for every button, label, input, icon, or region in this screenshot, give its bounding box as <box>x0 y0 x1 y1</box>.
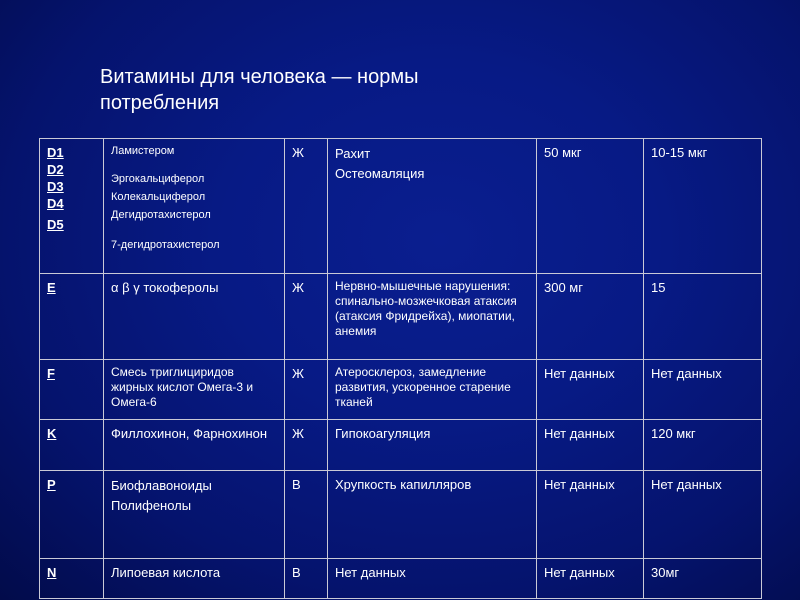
vitamin-code[interactable]: F <box>47 366 55 381</box>
vitamin-code-cell <box>40 139 104 274</box>
deficiency-text: Гипокоагуляция <box>335 426 431 441</box>
solubility-cell <box>285 471 328 559</box>
solubility: Ж <box>292 280 305 295</box>
vitamin-code-cell <box>40 420 104 471</box>
table-row <box>40 139 762 274</box>
vitamin-code[interactable]: D3 <box>47 179 64 194</box>
solubility-cell <box>285 360 328 420</box>
vitamin-name: 7-дегидротахистерол <box>111 239 220 251</box>
norm2: 10-15 мкг <box>651 145 708 160</box>
norm2-cell <box>644 360 762 420</box>
deficiency-text: Остеомаляция <box>335 166 425 181</box>
solubility-cell <box>285 559 328 599</box>
deficiency-text: Атеросклероз, замедление развития, ускоренное старение тканей <box>335 365 511 409</box>
norm2: 15 <box>651 280 666 295</box>
vitamin-name: Дегидротахистерол <box>111 209 211 221</box>
vitamin-code[interactable]: N <box>47 565 57 580</box>
vitamin-code-cell <box>40 360 104 420</box>
vitamin-name: Филлохинон, Фарнохинон <box>111 426 268 441</box>
norm2: Нет данных <box>651 366 722 381</box>
solubility: В <box>292 477 301 492</box>
norm2: 120 мкг <box>651 426 696 441</box>
vitamin-names-cell <box>104 274 285 360</box>
vitamins-table <box>39 138 762 599</box>
norm1-cell <box>537 274 644 360</box>
table-row <box>40 420 762 471</box>
deficiency-text: Нет данных <box>335 565 406 580</box>
solubility-cell <box>285 274 328 360</box>
solubility: В <box>292 565 301 580</box>
vitamin-names-cell <box>104 559 285 599</box>
vitamin-names-cell <box>104 360 285 420</box>
deficiency-text: Хрупкость капилляров <box>335 477 472 492</box>
vitamin-name: Липоевая кислота <box>111 565 221 580</box>
norm2-cell <box>644 274 762 360</box>
vitamin-names-cell <box>104 471 285 559</box>
solubility: Ж <box>292 145 305 160</box>
solubility-cell <box>285 420 328 471</box>
norm1: Нет данных <box>544 477 615 492</box>
deficiency-cell <box>328 471 537 559</box>
norm2-cell <box>644 420 762 471</box>
vitamin-name: Колекальциферол <box>111 191 206 203</box>
table-row <box>40 360 762 420</box>
solubility-cell <box>285 139 328 274</box>
vitamin-code[interactable]: D4 <box>47 196 64 211</box>
vitamin-code[interactable]: D1 <box>47 145 64 160</box>
vitamin-name: Смесь триглициридов жирных кислот Омега-3 и Омега-6 <box>111 365 254 409</box>
vitamin-name: Полифенолы <box>111 498 192 513</box>
vitamin-code[interactable]: K <box>47 426 57 441</box>
vitamin-names-cell <box>104 139 285 274</box>
slide-title: Витамины для человека — нормы потребления <box>100 66 419 114</box>
vitamin-name: α β γ токоферолы <box>111 280 219 295</box>
deficiency-cell <box>328 274 537 360</box>
vitamin-names-cell <box>104 420 285 471</box>
vitamin-name: Ламистером <box>111 145 175 157</box>
vitamin-code-cell <box>40 559 104 599</box>
solubility: Ж <box>292 426 305 441</box>
norm1: Нет данных <box>544 366 615 381</box>
deficiency-cell <box>328 360 537 420</box>
deficiency-cell <box>328 559 537 599</box>
vitamin-code[interactable]: E <box>47 280 56 295</box>
vitamin-code[interactable]: P <box>47 477 56 492</box>
vitamin-code[interactable]: D5 <box>47 217 64 232</box>
norm1: Нет данных <box>544 426 615 441</box>
deficiency-cell <box>328 139 537 274</box>
deficiency-text: Нервно-мышечные нарушения: спинально-мозжечковая атаксия (атаксия Фридрейха), миопатии, анемия <box>335 279 517 338</box>
norm2-cell <box>644 559 762 599</box>
norm1-cell <box>537 471 644 559</box>
norm2: Нет данных <box>651 477 722 492</box>
norm1-cell <box>537 139 644 274</box>
vitamin-code-cell <box>40 274 104 360</box>
norm1: 50 мкг <box>544 145 582 160</box>
norm1: 300 мг <box>544 280 583 295</box>
deficiency-text: Рахит <box>335 146 371 161</box>
table-row <box>40 559 762 599</box>
vitamin-code-cell <box>40 471 104 559</box>
norm1-cell <box>537 559 644 599</box>
solubility: Ж <box>292 366 305 381</box>
norm1-cell <box>537 420 644 471</box>
norm1: Нет данных <box>544 565 615 580</box>
norm2: 30мг <box>651 565 680 580</box>
table-row <box>40 471 762 559</box>
norm2-cell <box>644 471 762 559</box>
vitamin-name: Эргокальциферол <box>111 173 205 185</box>
vitamin-name: Биофлавоноиды <box>111 478 212 493</box>
norm2-cell <box>644 139 762 274</box>
table-row <box>40 274 762 360</box>
norm1-cell <box>537 360 644 420</box>
vitamin-code[interactable]: D2 <box>47 162 64 177</box>
deficiency-cell <box>328 420 537 471</box>
